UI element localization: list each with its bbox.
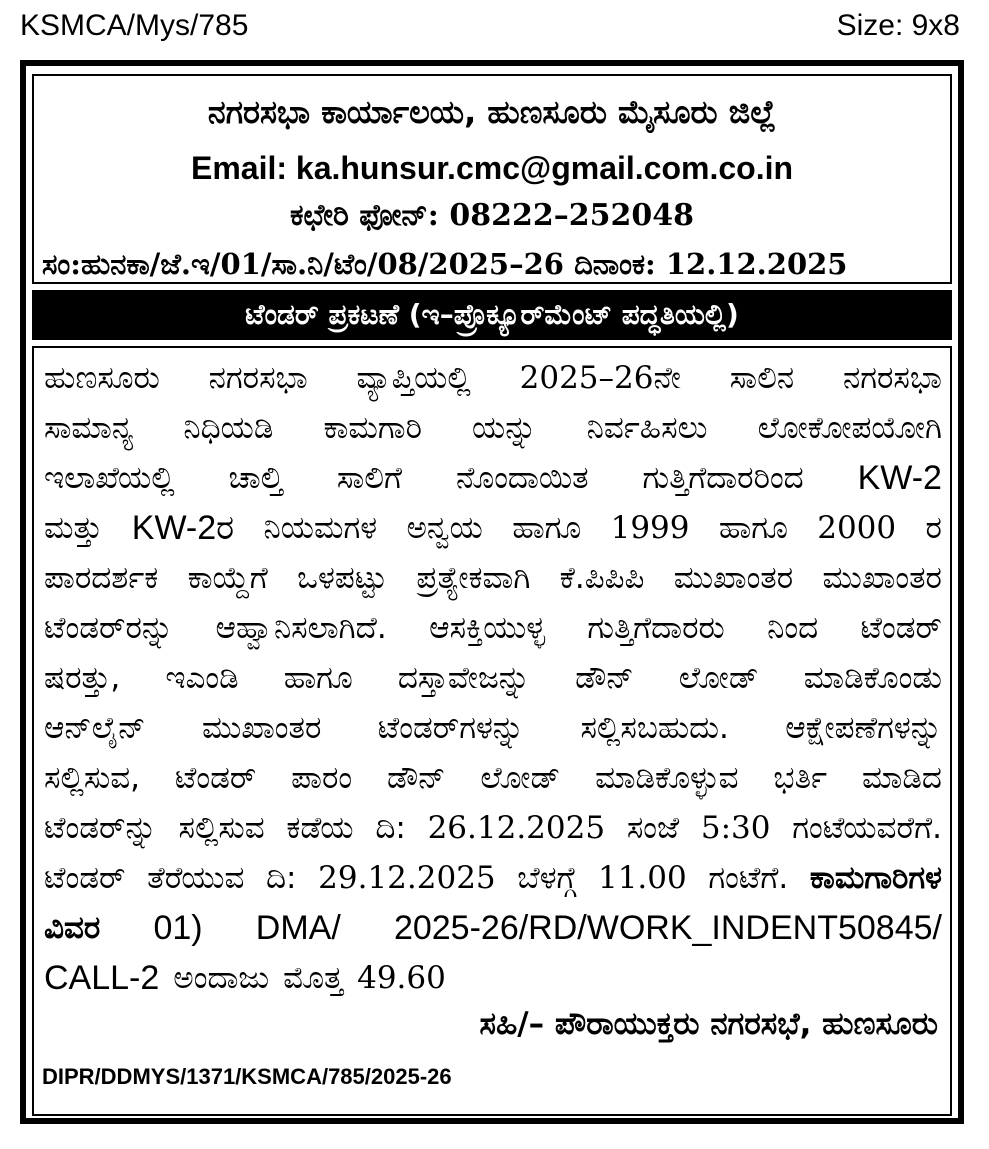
body-line (44, 356, 942, 400)
word: ಸಂಜೆ (626, 809, 680, 846)
notice-banner: ಟೆಂಡರ್ ಪ್ರಕಟಣೆ (ಇ–ಪ್ರೊಕ್ಯೂರ್‌ಮೆಂಟ್ ಪದ್ಧತಿಯಲ್ಲಿ) (32, 290, 952, 340)
word: 2000 (817, 510, 897, 546)
word: ಕಾಯ್ದೆಗೆ (187, 559, 268, 596)
word: ನಿಯಮಗಳ (263, 509, 378, 546)
signature-line: ಸಹಿ/– ಪೌರಾಯುಕ್ತರು ನಗರಸಭೆ, ಹುಣಸೂರು (479, 1006, 938, 1042)
word: ಹಾಗೂ (283, 659, 353, 696)
word: ಸಾಲಿಗೆ (336, 459, 403, 496)
word: CALL-2 (44, 958, 160, 997)
word: ಕಾಮಗಾರಿಗಳ (809, 859, 942, 896)
notice-body (32, 346, 952, 1116)
body-line (44, 956, 942, 1000)
word: ಆಕ್ಷೇಪಣೆಗಳನ್ನು (785, 709, 942, 746)
top-line (20, 6, 960, 46)
word: ಟೆಂಡರ್ (860, 609, 942, 646)
word: ಚಾಲ್ತಿ (228, 459, 284, 496)
body-line (44, 606, 942, 650)
word: ವಿವರ (44, 909, 101, 946)
word: ಟೆಂಡರ್‌ರನ್ನು (44, 609, 174, 646)
word: 2025–26ನೇ (519, 359, 681, 396)
word: ಸಾಮಾನ್ಯ (44, 409, 134, 446)
word: ಸಲ್ಲಿಸಬಹುದು. (580, 709, 729, 746)
word: ಮಾಡಿಕೊಳ್ಳುವ (595, 759, 739, 796)
word: ಪಾರದರ್ಶಕ (44, 559, 159, 596)
word: 11.00 (597, 860, 687, 896)
word: ಲೋಡ್ (480, 759, 561, 796)
word: ಕೆ.ಪಿಪಿಪಿ (559, 559, 645, 596)
word: ನಿಂದ (767, 609, 819, 646)
word: ಗಂಟೆಯವರೆಗೆ. (792, 809, 942, 846)
body-line (44, 406, 942, 450)
word: ನಿಧಿಯಡಿ (183, 409, 274, 446)
dipr-code: DIPR/DDMYS/1371/KSMCA/785/2025-26 (42, 1064, 452, 1089)
word: ಪ್ರತ್ಯೇಕವಾಗಿ (416, 559, 531, 596)
body-line (44, 856, 942, 900)
office-title: ನಗರಸಭಾ ಕಾರ್ಯಾಲಯ, ಹುಣಸೂರು ಮೈಸೂರು ಜಿಲ್ಲೆ (207, 93, 777, 131)
word: DMA/ (255, 908, 341, 947)
word: ಮಾಡಿದ (861, 759, 942, 796)
word: ಹಾಗೂ (718, 509, 788, 546)
notice-frame (20, 60, 964, 1124)
word: ಗುತ್ತಿಗೆದಾರರು (587, 609, 725, 646)
word: ತೆರೆಯುವ (147, 859, 245, 896)
word: ಆನ್‌ಲೈನ್ (44, 709, 146, 746)
word: KW-2 (857, 458, 942, 497)
word: ಗುತ್ತಿಗೆದಾರರಿಂದ (642, 459, 804, 496)
word: ರ (925, 509, 942, 546)
word: ಮತ್ತು (44, 509, 103, 546)
body-line (44, 756, 942, 800)
word: 49.60 (357, 960, 446, 996)
word: ಡೌನ್ (575, 659, 634, 696)
word: ಕಡೆಯ (286, 809, 354, 846)
body-line (44, 706, 942, 750)
word: ಹುಣಸೂರು (44, 359, 160, 396)
body-line (44, 806, 942, 850)
reference-line: ಸಂ:ಹುನಕಾ/ಜೆ.ಇ/01/ಸಾ.ನಿ/ಟೆಂ/08/2025–26 ದಿನಾಂಕ: 12.12.2025 (42, 247, 848, 281)
word: 1999 (610, 510, 690, 546)
word: ಮುಖಾಂತರ (822, 559, 942, 596)
word: ಕಾಮಗಾರಿ (323, 409, 422, 446)
word: ದಿ: (266, 859, 297, 896)
word: ಸಲ್ಲಿಸುವ, (44, 759, 140, 796)
word: ಒಳಪಟ್ಟು (297, 559, 388, 596)
word: ನಗರಸಭಾ (208, 359, 308, 396)
word: ದಿ: (375, 809, 406, 846)
body-line (44, 906, 942, 950)
notice-header (32, 74, 952, 284)
word: 29.12.2025 (318, 860, 496, 896)
word: ಟೆಂಡರ್‌ನ್ನು (44, 809, 157, 846)
word: ಆಹ್ವಾನಿಸಲಾಗಿದೆ. (215, 609, 387, 646)
ad-size: Size: 9x8 (836, 9, 960, 42)
body-line (44, 656, 942, 700)
body-line (44, 456, 942, 500)
word: ಡೌನ್ (386, 759, 446, 796)
word: ಆಸಕ್ತಿಯುಳ್ಳ (429, 609, 546, 646)
word: ಯನ್ನು (472, 409, 537, 446)
word: ಗಂಟೆಗೆ. (708, 859, 789, 896)
word: ಮುಖಾಂತರ (673, 559, 794, 596)
word: ಭರ್ತಿ (773, 759, 828, 796)
body-line (44, 506, 942, 550)
word: ಟೆಂಡರ್ (44, 859, 126, 896)
phone-line: ಕಛೇರಿ ಫೋನ್: 08222–252048 (290, 198, 694, 233)
word: ಸಲ್ಲಿಸುವ (178, 809, 265, 846)
word: ಅಂದಾಜು (173, 959, 270, 996)
word: ಇಎಂಡಿ (165, 659, 239, 696)
word: ಟೆಂಡರ್ (174, 759, 257, 796)
word: ಲೋಡ್ (678, 659, 759, 696)
word: ಪಾರಂ (291, 759, 353, 796)
word: ಲೋಕೋಪಯೋಗಿ (757, 409, 942, 446)
word: ಷರತ್ತು, (44, 659, 121, 696)
word: ಇಲಾಖೆಯಲ್ಲಿ (44, 459, 175, 496)
word: KW-2ರ (131, 508, 235, 547)
word: ನೊಂದಾಯಿತ (455, 459, 589, 496)
email-line: Email: ka.hunsur.cmc@gmail.com.co.in (190, 150, 794, 186)
word: 5:30 (700, 810, 771, 846)
word: 26.12.2025 (427, 810, 606, 846)
word: ಮೊತ್ತ (283, 959, 344, 996)
word: ಸಾಲಿನ (729, 359, 795, 396)
body-line (44, 556, 942, 600)
word: 01) (153, 908, 203, 947)
word: ಟೆಂಡರ್‌ಗಳನ್ನು (377, 709, 525, 746)
word: ಹಾಗೂ (512, 509, 582, 546)
word: 2025-26/RD/WORK_INDENT50845/ (393, 908, 942, 947)
publication-code: KSMCA/Mys/785 (20, 9, 249, 42)
word: ದಸ್ತಾವೇಜನ್ನು (397, 659, 531, 696)
word: ಅನ್ವಯ (406, 509, 483, 546)
word: ವ್ಯಾಪ್ತಿಯಲ್ಲಿ (356, 359, 471, 396)
word: ನಗರಸಭಾ (842, 359, 942, 396)
word: ನಿರ್ವಹಿಸಲು (586, 409, 708, 446)
word: ಬೆಳಗ್ಗೆ (517, 859, 577, 896)
word: ಮುಖಾಂತರ (201, 709, 322, 746)
word: ಮಾಡಿಕೊಂಡು (803, 659, 942, 696)
